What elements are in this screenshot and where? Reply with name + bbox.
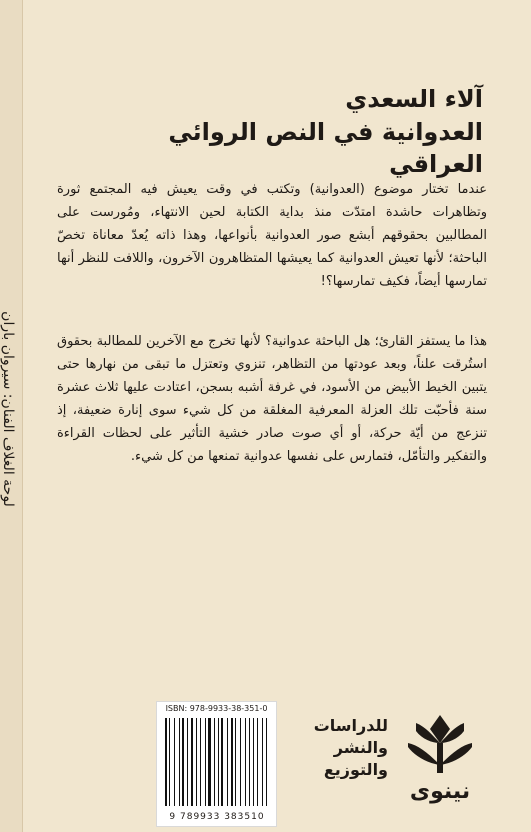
barcode-bar [174,718,175,806]
publisher-block [278,701,488,825]
barcode-bar [255,718,256,806]
barcode-bar [240,718,241,806]
barcode-bar [189,718,191,806]
barcode-bar [212,718,213,806]
publisher-name: نينوى [409,779,471,804]
barcode-bar [229,718,230,806]
barcode-bar [234,718,235,806]
barcode-bar [262,718,263,806]
barcode-bar [251,718,252,806]
barcode-bar [175,718,177,806]
barcode-bar [207,718,208,806]
barcode-bar [249,718,250,806]
barcode-bar [231,718,233,806]
publisher-line-2: والنشر [333,738,388,757]
publisher-tagline [278,715,388,781]
barcode-bar [216,718,217,806]
barcode-bar [194,718,195,806]
barcode-bar [191,718,193,806]
barcode-bar [224,718,226,806]
publisher-line-1: للدراسات [313,716,388,735]
publisher-line-3: والتوزيع [323,760,388,779]
barcode-bar [179,718,180,806]
barcode-bar [218,718,219,806]
barcode-bar [165,718,167,806]
author-name: آلاء السعدي [345,85,483,113]
barcode-bar [185,718,186,806]
barcode-bar [200,718,202,806]
barcode-bar [227,718,228,806]
blurb-paragraph-1: عندما تختار موضوع (العدوانية) وتكتب في وقت يعيش فيه المجتمع ثورة وتظاهرات حاشدة امتدّت منذ بداية الكتابة لحين الانتهاء، ومُورست على المطالبين بحقوقهم أبشع صور العدوانية بأنواعها، وهذا ذاته يُعدّ معاناة تخصّ الباحثة؛ لأنها تعيش العدوانية كما يعيشها المتظاهرون الآخرون، واللافت للنظر أنها تمارسها أيضاً، فكيف تمارسها؟! [57,182,487,289]
barcode-bar [182,718,184,806]
barcode-bars [165,718,269,806]
barcode-bar [221,718,223,806]
barcode-bar [205,718,206,806]
book-spine [0,0,23,832]
barcode-bar [253,718,255,806]
barcode-bar [168,718,169,806]
barcode-bar [257,718,258,806]
barcode-bar [208,718,210,806]
barcode-bar [268,718,269,806]
barcode-bar [181,718,182,806]
blurb-paragraph-2: هذا ما يستفز القارئ؛ هل الباحثة عدوانية؟ لأنها تخرج مع الآخرين للمطالبة بحقوق استُرقت علناً، وبعد عودتها من التظاهر، تنزوي وتعتزل ما تبقى من نهارها حتى يتبين الخيط الأبيض من الأسود، في غرفة أشبه بسجن، اعتادت عليها ثلاث عشرة سنة فأحبّت تلك العزلة المعرفية المغلقة من كل شيء سوى إنارة ضعيفة، إذ تنزعج من أيّة حركة، أو أي صوت صادر خشية التأثير على لحظات القراءة والتفكير والتأمّل، فتمارس على نفسها عدوانية تمنعها من كل شيء. [57,334,487,464]
barcode-bar [196,718,197,806]
barcode-bar [235,718,236,806]
barcode-bar [202,718,204,806]
barcode-bar [247,718,249,806]
isbn-barcode [156,701,277,827]
barcode-bar [264,718,266,806]
barcode-bar [187,718,188,806]
barcode-bar [220,718,221,806]
barcode-bar [241,718,243,806]
cover-artist-credit: لوحة الغلاف الفنان: سيروان باران [0,311,16,507]
barcode-bar [169,718,170,806]
barcode-bar [214,718,216,806]
barcode-bar [259,718,261,806]
barcode-bar [245,718,246,806]
barcode-number: 9 789933 383510 [169,812,265,822]
barcode-bar [171,718,173,806]
book-title: العدوانية في النص الروائي العراقي [168,118,483,178]
barcode-bar [237,718,239,806]
barcode-bar [266,718,267,806]
barcode-bar [198,718,199,806]
isbn-label: ISBN: 978-9933-38-351-0 [165,704,268,713]
